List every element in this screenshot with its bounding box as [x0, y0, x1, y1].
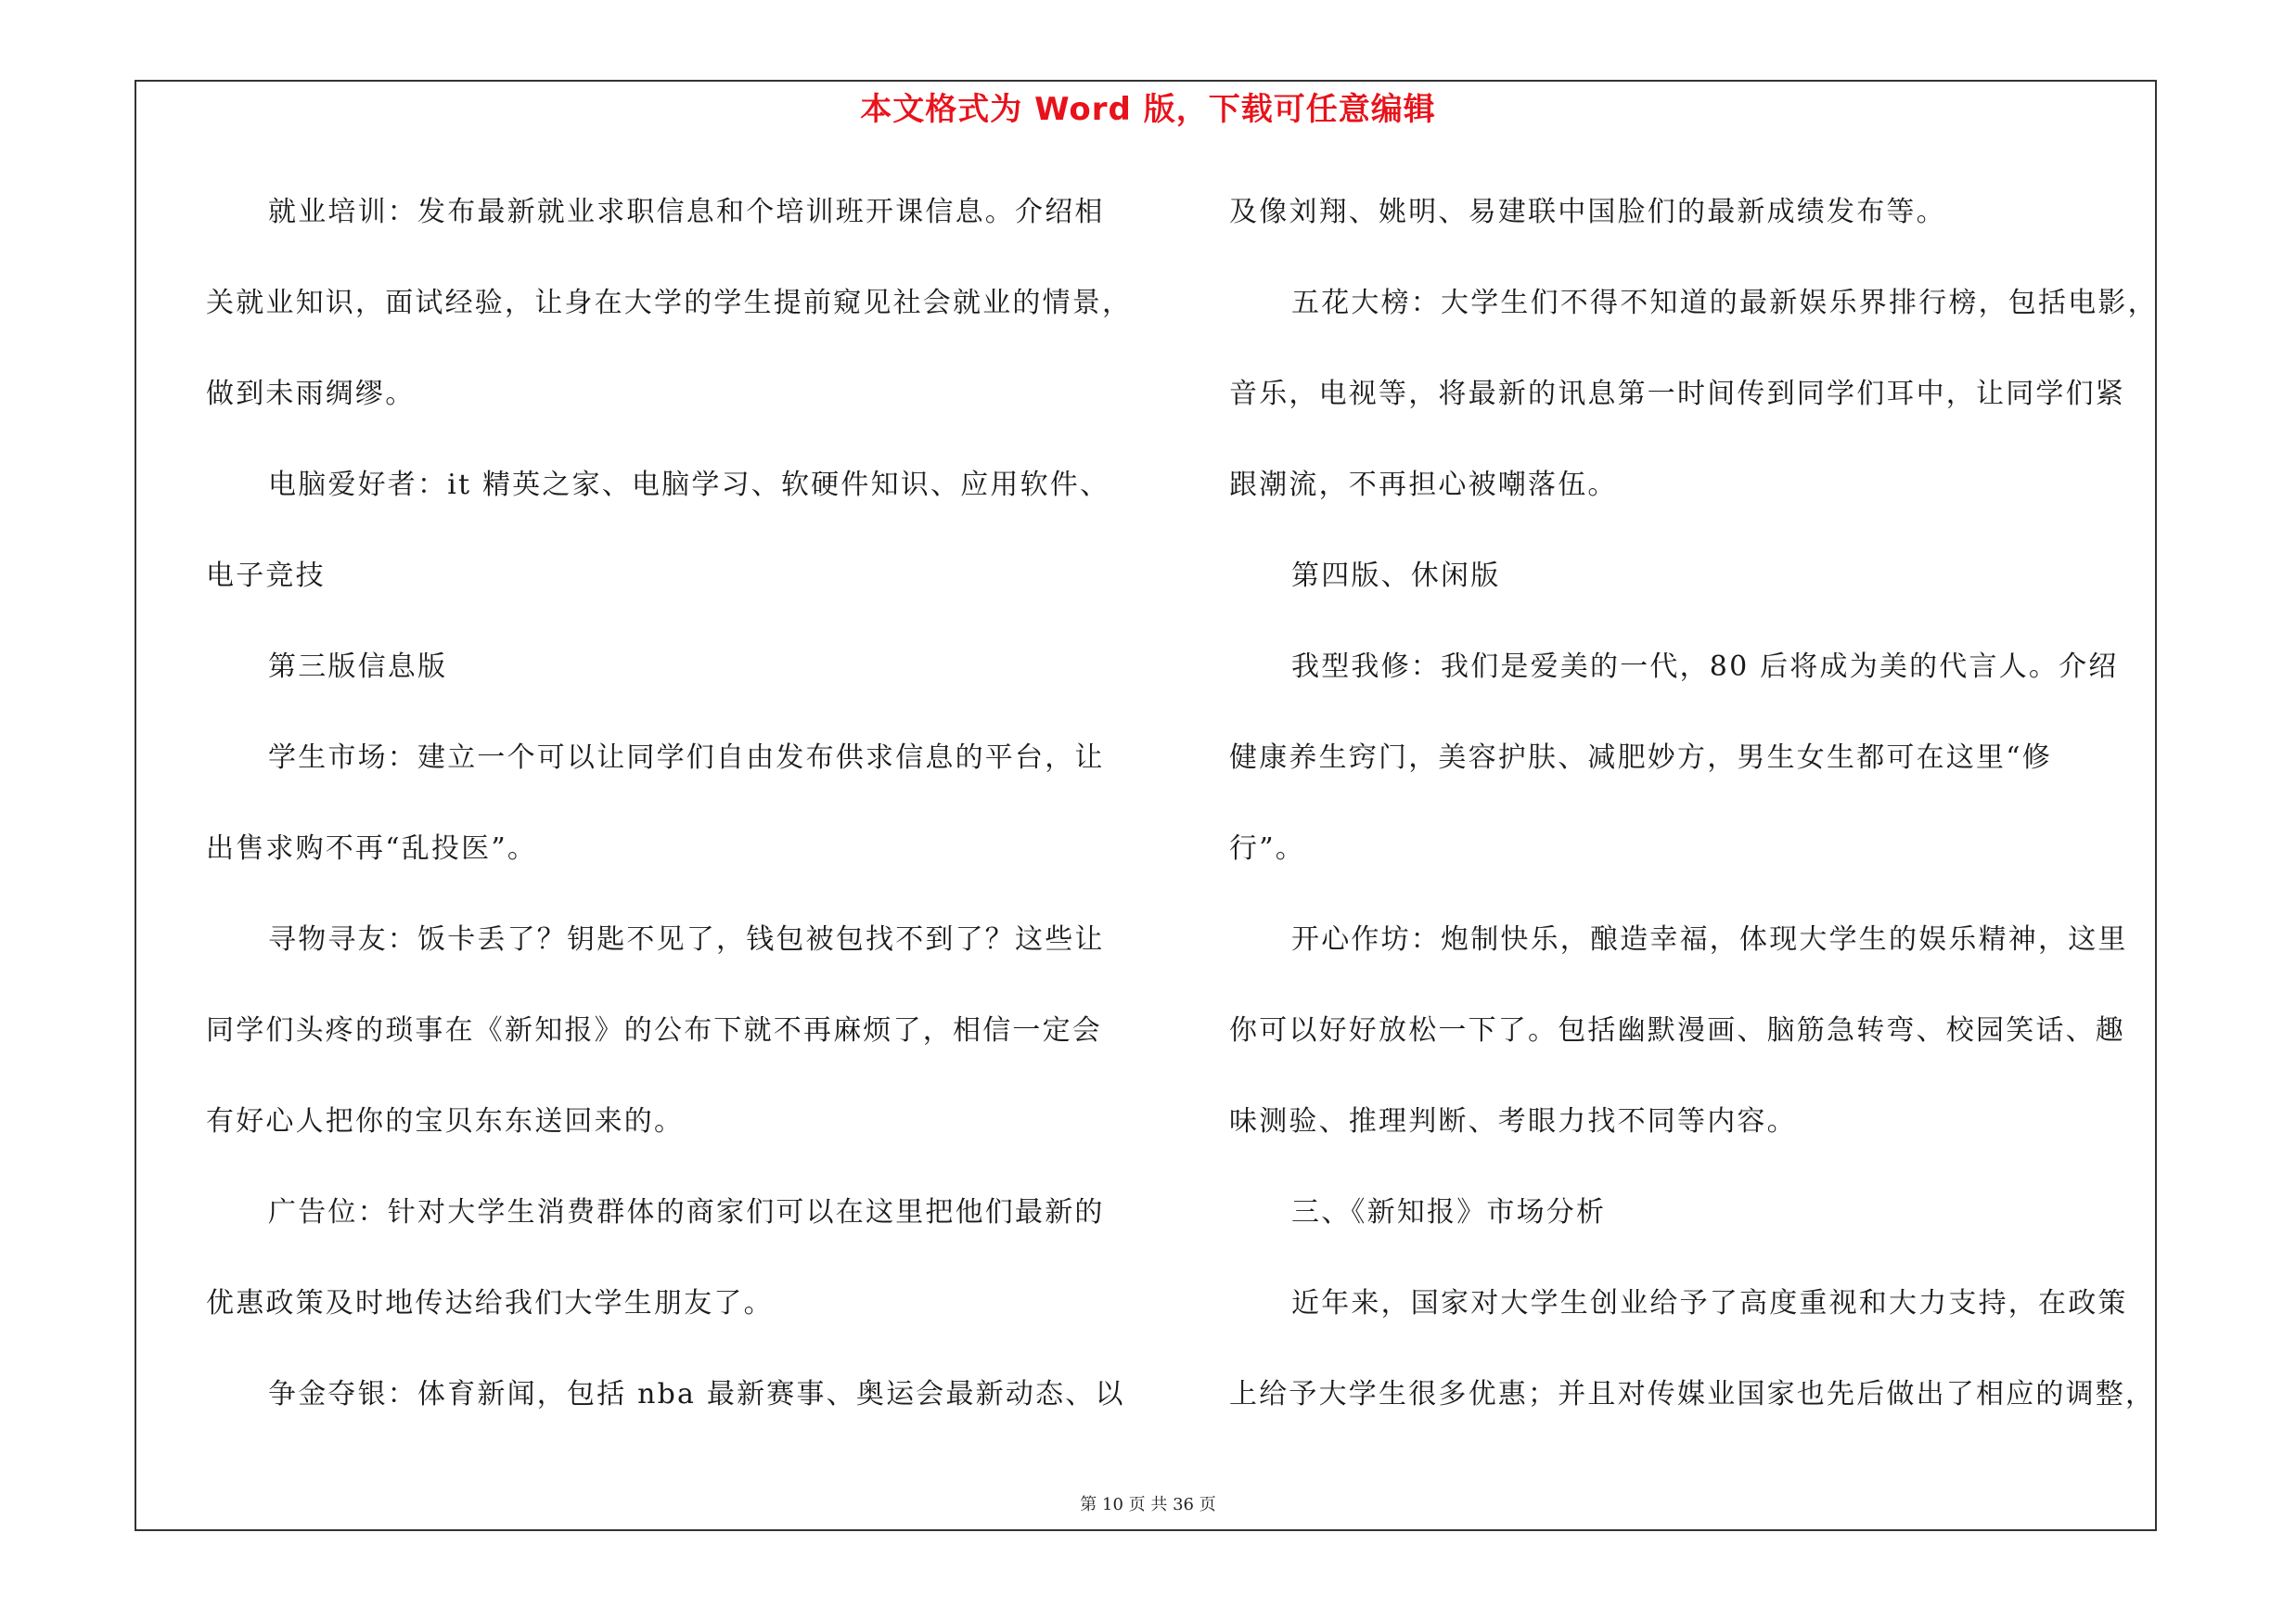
text-line: 有好心人把你的宝贝东东送回来的。 — [206, 1105, 685, 1138]
text-line: 我型我修：我们是爱美的一代，80 后将成为美的代言人。介绍 — [1291, 650, 2119, 683]
text-line: 学生市场：建立一个可以让同学们自由发布供求信息的平台，让 — [268, 741, 1105, 774]
text-line: 及像刘翔、姚明、易建联中国脸们的最新成绩发布等。 — [1229, 196, 1946, 228]
text-line: 第三版信息版 — [268, 650, 448, 683]
text-line: 开心作坊：炮制快乐，酿造幸福，体现大学生的娱乐精神，这里 — [1291, 923, 2128, 956]
text-line: 就业培训：发布最新就业求职信息和个培训班开课信息。介绍相 — [268, 196, 1105, 228]
text-line: 跟潮流，不再担心被嘲落伍。 — [1229, 469, 1618, 501]
text-line: 上给予大学生很多优惠；并且对传媒业国家也先后做出了相应的调整， — [1229, 1378, 2156, 1410]
text-line: 三、《新知报》市场分析 — [1291, 1196, 1607, 1229]
document-banner: 本文格式为 Word 版，下载可任意编辑 — [860, 91, 1436, 128]
text-line: 同学们头疼的琐事在《新知报》的公布下就不再麻烦了，相信一定会 — [206, 1014, 1102, 1047]
text-line: 争金夺银：体育新闻，包括 nba 最新赛事、奥运会最新动态、以 — [268, 1378, 1125, 1410]
text-line: 五花大榜：大学生们不得不知道的最新娱乐界排行榜，包括电影， — [1291, 287, 2158, 319]
page-number: 第 10 页 共 36 页 — [1080, 1495, 1216, 1514]
text-line: 优惠政策及时地传达给我们大学生朋友了。 — [206, 1287, 774, 1320]
text-line: 广告位：针对大学生消费群体的商家们可以在这里把他们最新的 — [268, 1196, 1105, 1229]
text-line: 电脑爱好者：it 精英之家、电脑学习、软硬件知识、应用软件、 — [268, 469, 1110, 501]
text-line: 你可以好好放松一下了。包括幽默漫画、脑筋急转弯、校园笑话、趣 — [1229, 1014, 2125, 1047]
text-line: 健康养生窍门，美容护肤、减肥妙方，男生女生都可在这里“修 — [1229, 741, 2052, 774]
text-line: 寻物寻友：饭卡丢了？钥匙不见了，钱包被包找不到了？这些让 — [268, 923, 1105, 956]
text-line: 第四版、休闲版 — [1291, 560, 1501, 592]
text-line: 出售求购不再“乱投医”。 — [206, 832, 538, 865]
left-column — [206, 189, 1133, 1462]
text-line: 电子竞技 — [206, 560, 326, 592]
text-line: 行”。 — [1229, 832, 1305, 865]
text-line: 音乐，电视等，将最新的讯息第一时间传到同学们耳中，让同学们紧 — [1229, 378, 2125, 410]
right-column — [1229, 189, 2158, 1462]
text-line: 做到未雨绸缪。 — [206, 378, 416, 410]
text-line: 近年来，国家对大学生创业给予了高度重视和大力支持，在政策 — [1291, 1287, 2128, 1320]
text-line: 关就业知识，面试经验，让身在大学的学生提前窥见社会就业的情景， — [206, 287, 1133, 319]
text-line: 味测验、推理判断、考眼力找不同等内容。 — [1229, 1105, 1797, 1138]
